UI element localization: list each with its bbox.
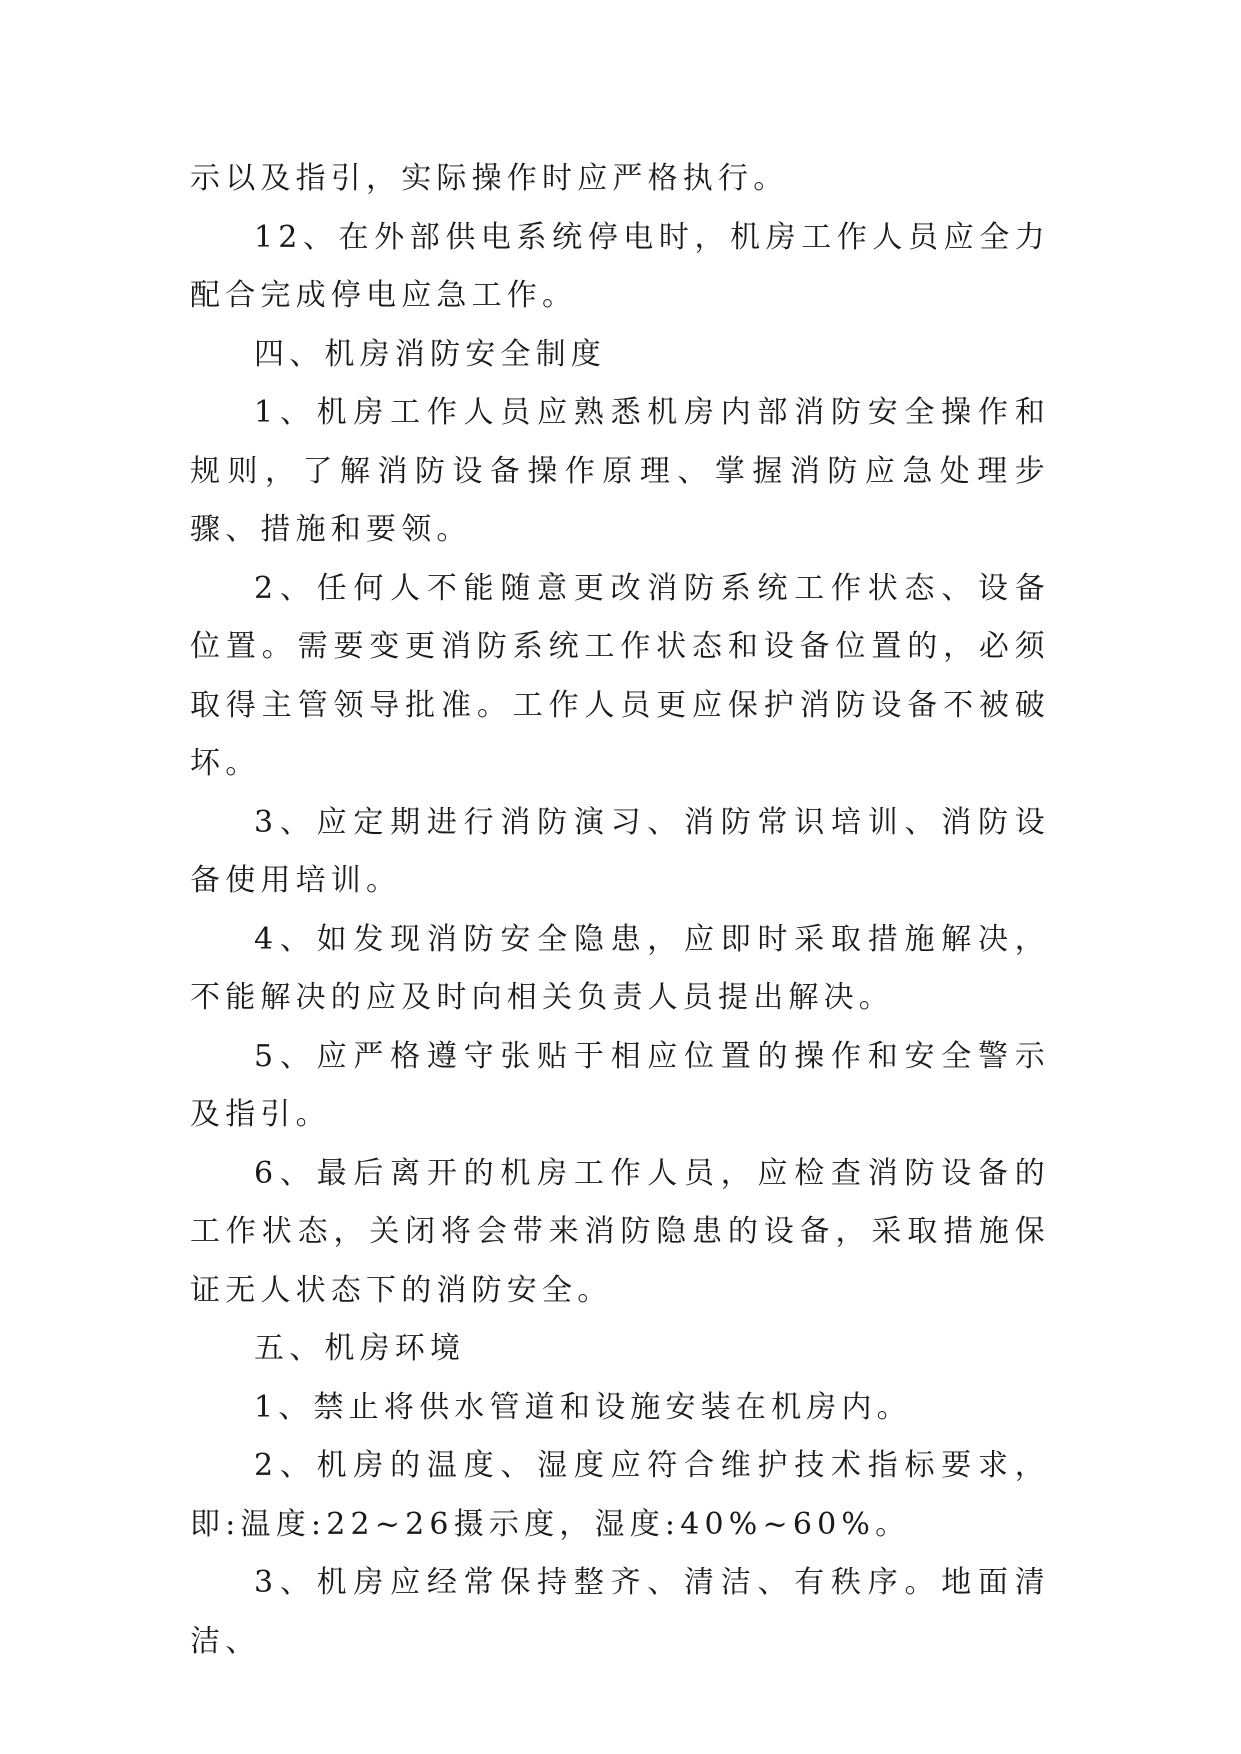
paragraph-env-item-1: 1、禁止将供水管道和设施安装在机房内。 [254, 1389, 912, 1425]
document-page [190, 150, 1050, 1671]
paragraph-fire-item-4: 4、如发现消防安全隐患，应即时采取措施解决，不能解决的应及时向相关负责人员提出解决。 [190, 921, 1050, 1015]
paragraph-fire-item-3: 3、应定期进行消防演习、消防常识培训、消防设备使用培训。 [190, 804, 1050, 898]
paragraph-fire-item-2: 2、任何人不能随意更改消防系统工作状态、设备位置。需要变更消防系统工作状态和设备位置的，必须取得主管领导批准。工作人员更应保护消防设备不被破坏。 [190, 570, 1050, 781]
paragraph-item-12: 12、在外部供电系统停电时，机房工作人员应全力配合完成停电应急工作。 [190, 219, 1050, 313]
paragraph-env-item-2: 2、机房的温度、湿度应符合维护技术指标要求，即:温度:22~26摄示度，湿度:40%~60%。 [190, 1448, 1050, 1542]
section-heading-environment: 五、机房环境 [254, 1331, 466, 1366]
paragraph-fire-item-1: 1、机房工作人员应熟悉机房内部消防安全操作和规则，了解消防设备操作原理、掌握消防应急处理步骤、措施和要领。 [190, 395, 1050, 547]
paragraph-fire-item-5: 5、应严格遵守张贴于相应位置的操作和安全警示及指引。 [190, 1038, 1050, 1132]
paragraph-env-item-3: 3、机房应经常保持整齐、清洁、有秩序。地面清洁、 [190, 1565, 1050, 1659]
section-heading-fire-safety: 四、机房消防安全制度 [254, 336, 606, 372]
paragraph-continuation: 示以及指引，实际操作时应严格执行。 [190, 161, 789, 196]
paragraph-fire-item-6: 6、最后离开的机房工作人员，应检查消防设备的工作状态，关闭将会带来消防隐患的设备，采取措施保证无人状态下的消防安全。 [190, 1155, 1050, 1308]
